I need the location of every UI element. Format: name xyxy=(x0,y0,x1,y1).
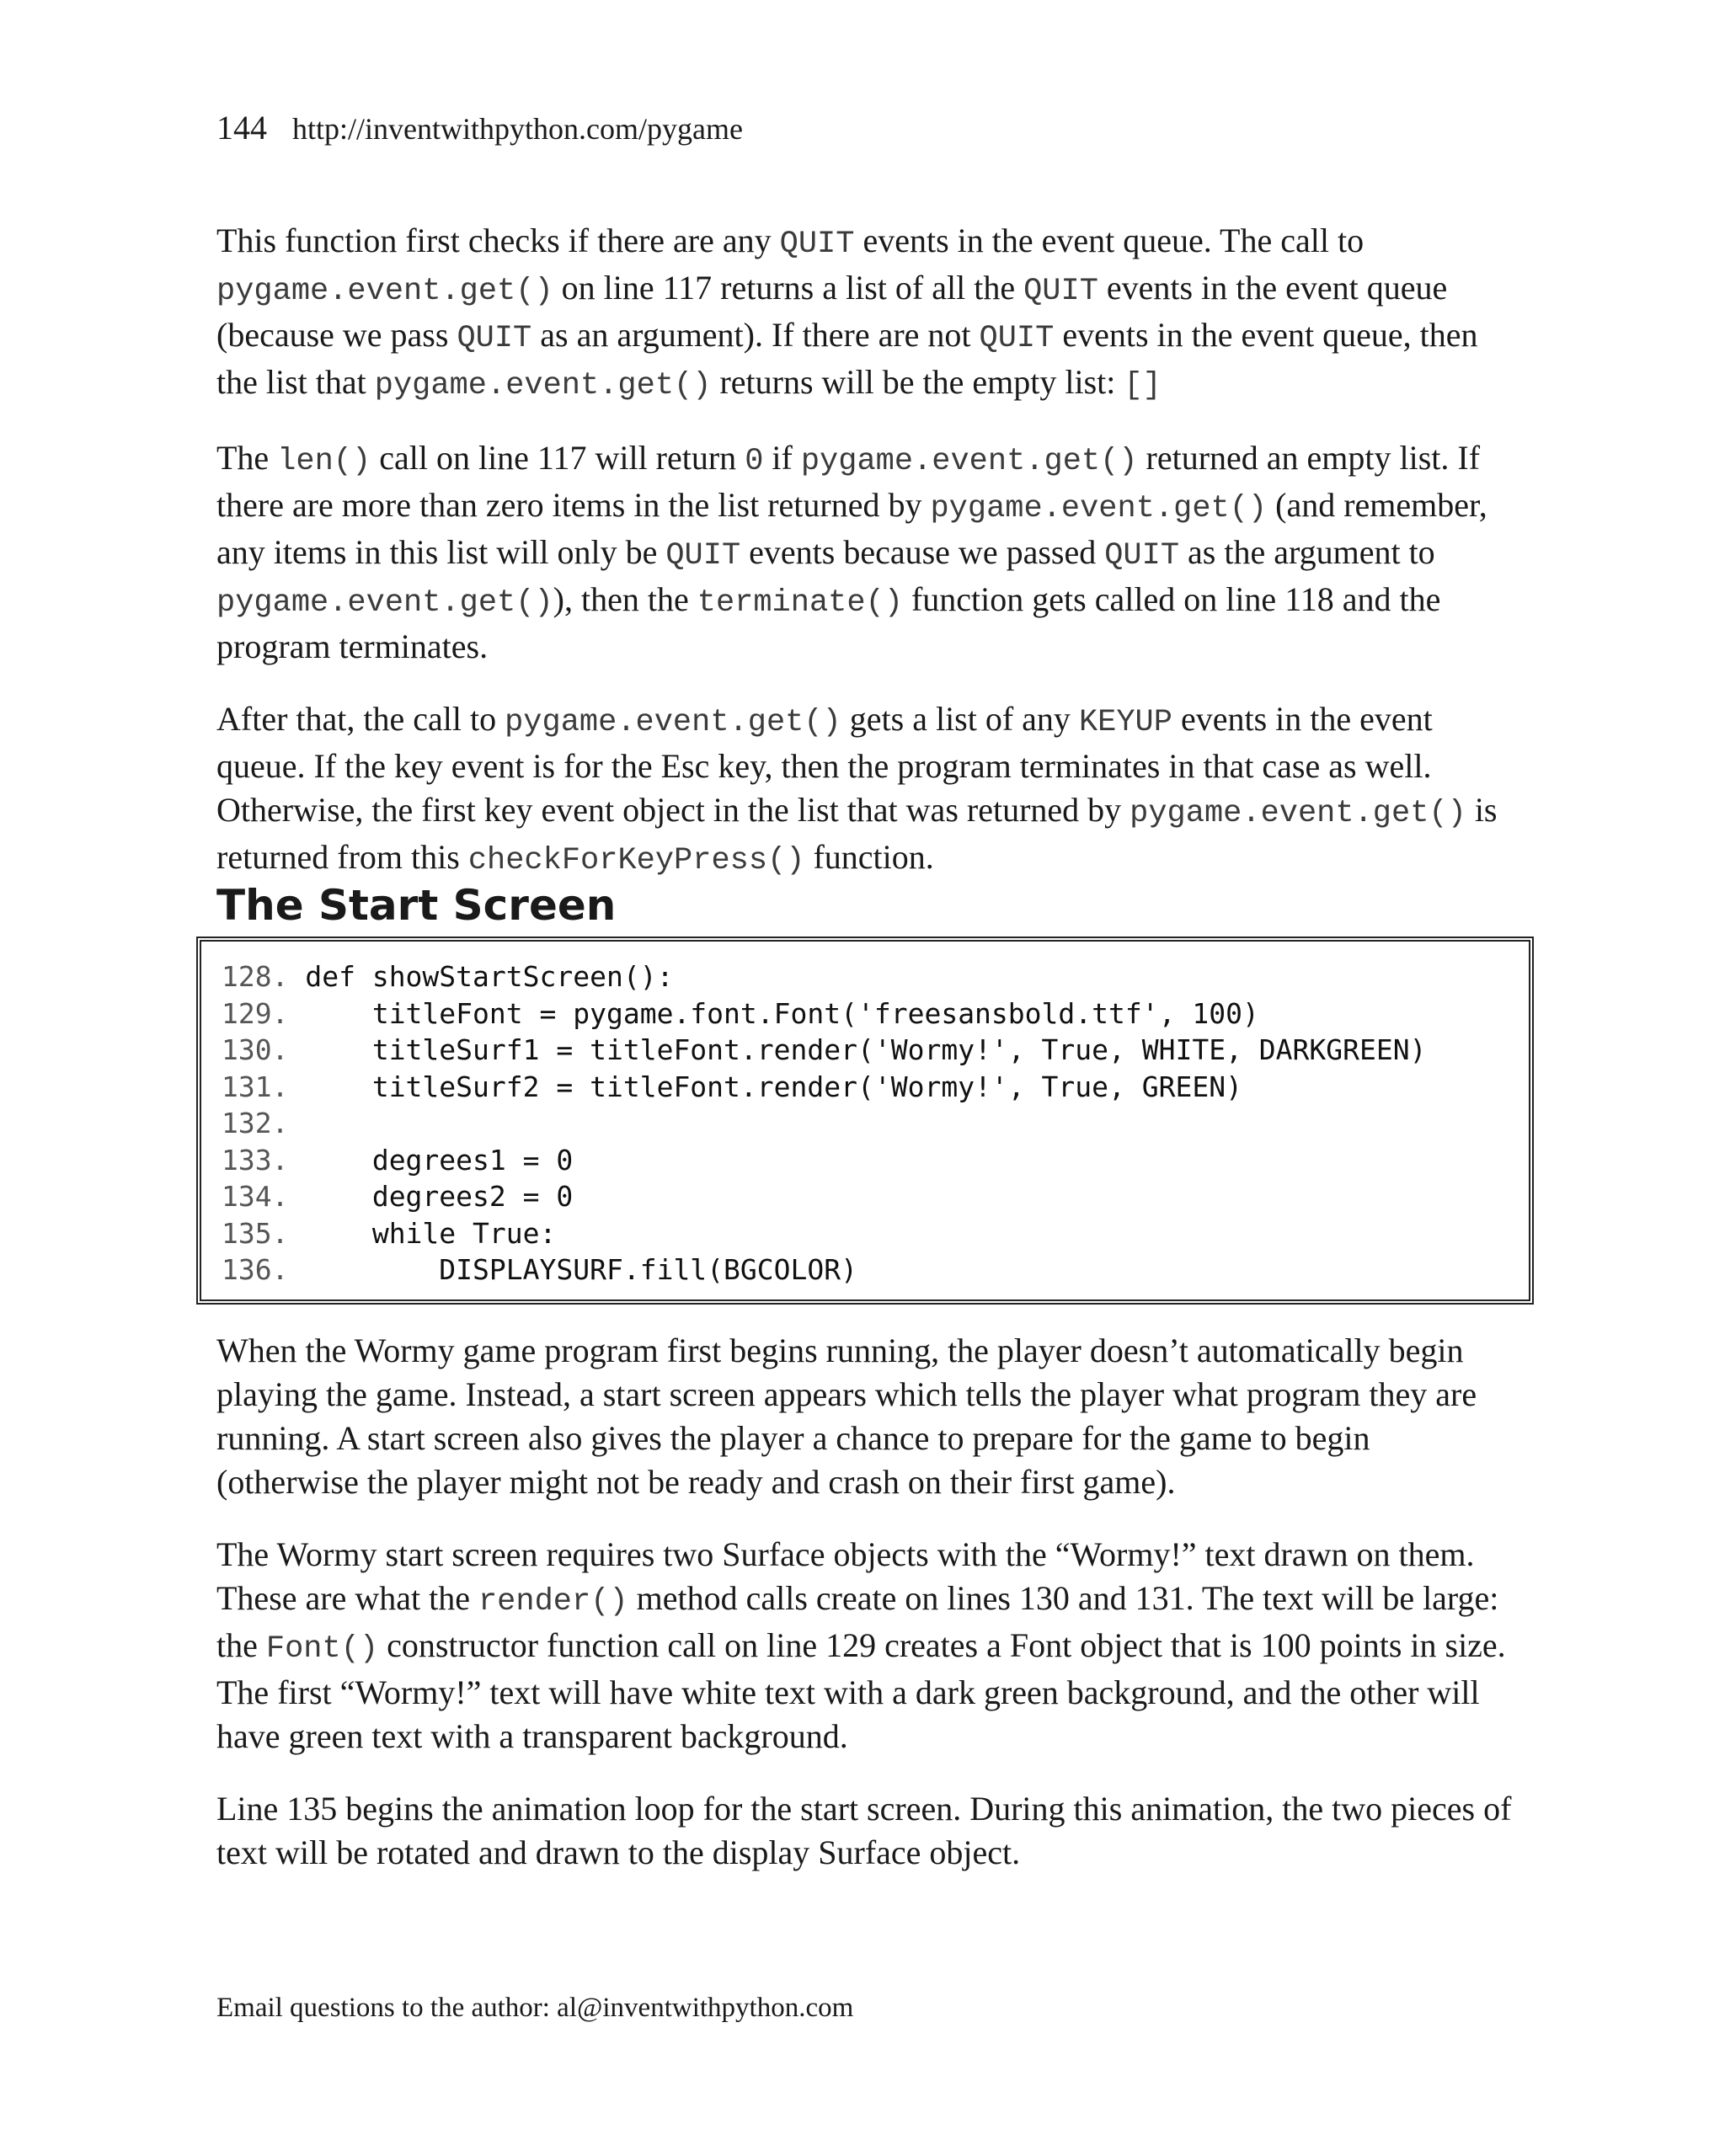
text-run: The Wormy start screen requires two Surface objects with the “Wormy!” text drawn on them. These are what the xyxy=(216,1535,1475,1617)
inline-code: pygame.event.get() xyxy=(800,444,1138,479)
text-run: if xyxy=(763,439,801,477)
inline-code: pygame.event.get() xyxy=(930,491,1268,526)
line-number: 135. xyxy=(222,1216,289,1250)
text-run: events in the event queue. If the key event is for the Esc key, then the program terminates in that case as well. Otherwise, the first key event object in the list that was returned by xyxy=(216,700,1433,829)
code-line xyxy=(222,995,1529,1033)
paragraph xyxy=(216,1533,1514,1758)
code-text: titleSurf1 = titleFont.render('Wormy!', True, WHITE, DARKGREEN) xyxy=(288,1033,1427,1066)
paragraph xyxy=(216,697,1514,883)
line-number: 133. xyxy=(222,1143,289,1177)
line-number: 131. xyxy=(222,1070,289,1103)
text-run: gets a list of any xyxy=(841,700,1079,738)
code-text: DISPLAYSURF.fill(BGCOLOR) xyxy=(288,1253,857,1286)
code-text: while True: xyxy=(288,1216,557,1250)
inline-code: 0 xyxy=(745,444,764,479)
paragraph xyxy=(216,436,1514,669)
inline-code: pygame.event.get() xyxy=(1130,796,1466,831)
text-run: as an argument). If there are not xyxy=(531,316,980,354)
paragraph xyxy=(216,219,1514,408)
paragraph xyxy=(216,1787,1514,1875)
text-run: is returned from this xyxy=(216,791,1498,876)
code-line xyxy=(222,1178,1529,1215)
inline-code: QUIT xyxy=(665,538,741,574)
inline-code: pygame.event.get() xyxy=(505,705,841,740)
body-text-bottom xyxy=(216,1329,1514,1875)
inline-code: QUIT xyxy=(979,321,1055,356)
page-footer: Email questions to the author: al@inventwithpython.com xyxy=(216,1993,854,2023)
text-run: events because we passed xyxy=(740,533,1105,571)
page-number: 144 xyxy=(216,109,267,147)
text-run: on line 117 returns a list of all the xyxy=(553,269,1024,307)
text-run: After that, the call to xyxy=(216,700,505,738)
inline-code: Font() xyxy=(265,1631,379,1667)
code-line xyxy=(222,1142,1529,1179)
inline-code: len() xyxy=(277,444,371,479)
text-run: (and remember, any items in this list will only be xyxy=(216,486,1487,571)
code-line xyxy=(222,958,1529,995)
inline-code: QUIT xyxy=(1023,274,1098,309)
code-listing xyxy=(196,937,1534,1305)
text-run: ), then the xyxy=(553,580,697,618)
inline-code: checkForKeyPress() xyxy=(467,843,805,878)
text-run: as the argument to xyxy=(1179,533,1435,571)
inline-code: pygame.event.get() xyxy=(216,274,553,309)
text-run: The xyxy=(216,439,278,477)
code-line xyxy=(222,1069,1529,1106)
paragraph xyxy=(216,1329,1514,1504)
text-run: method calls create on lines 130 and 131. The text will be large: the xyxy=(216,1579,1499,1664)
text-run: events in the event queue (because we pass xyxy=(216,269,1448,354)
code-line xyxy=(222,1251,1529,1289)
page-header xyxy=(216,108,743,149)
text-run: events in the event queue. The call to xyxy=(854,221,1365,259)
line-number: 130. xyxy=(222,1033,289,1066)
section-heading: The Start Screen xyxy=(216,881,617,930)
code-text: def showStartScreen(): xyxy=(288,960,674,993)
line-number: 132. xyxy=(222,1107,289,1139)
line-number: 128. xyxy=(222,960,289,993)
inline-code: pygame.event.get() xyxy=(216,585,553,621)
text-run: returns will be the empty list: xyxy=(711,363,1124,401)
text-run: events in the event queue, then the list that xyxy=(216,316,1478,401)
text-run: This function first checks if there are any xyxy=(216,221,780,259)
text-run: Line 135 begins the animation loop for the start screen. During this animation, the two pieces of text will be rotated and drawn to the display Surface object. xyxy=(216,1790,1512,1871)
text-run: returned an empty list. If there are more than zero items in the list returned by xyxy=(216,439,1481,524)
text-run: function gets called on line 118 and the program terminates. xyxy=(216,580,1441,665)
inline-code: pygame.event.get() xyxy=(374,368,712,403)
header-url[interactable]: http://inventwithpython.com/pygame xyxy=(292,112,743,146)
code-text: degrees1 = 0 xyxy=(288,1143,574,1177)
inline-code: [] xyxy=(1124,368,1162,403)
inline-code: QUIT xyxy=(1104,538,1180,574)
code-line xyxy=(222,1032,1529,1069)
inline-code: terminate() xyxy=(697,585,903,621)
line-number: 134. xyxy=(222,1180,289,1213)
inline-code: QUIT xyxy=(457,321,532,356)
code-text: degrees2 = 0 xyxy=(288,1180,574,1213)
code-text: titleSurf2 = titleFont.render('Wormy!', True, GREEN) xyxy=(288,1070,1242,1103)
body-text-top xyxy=(216,219,1514,883)
inline-code: QUIT xyxy=(779,227,855,262)
line-number: 129. xyxy=(222,996,289,1030)
inline-code: render() xyxy=(478,1584,628,1620)
code-line xyxy=(222,1105,1529,1142)
code-line xyxy=(222,1215,1529,1252)
text-run: constructor function call on line 129 creates a Font object that is 100 points in size. The first “Wormy!” text will have white text with a dark green background, and the other will have green text with a transparent background. xyxy=(216,1626,1506,1755)
text-run: call on line 117 will return xyxy=(371,439,745,477)
line-number: 136. xyxy=(222,1253,289,1286)
code-text: titleFont = pygame.font.Font('freesansbold.ttf', 100) xyxy=(288,996,1259,1030)
inline-code: KEYUP xyxy=(1078,705,1172,740)
text-run: function. xyxy=(804,838,934,876)
text-run: When the Wormy game program first begins running, the player doesn’t automatically begin playing the game. Instead, a start screen appears which tells the player what program they are running. A start screen also gives the player a chance to prepare for the game to begin (otherwise the player might not be ready and crash on their first game). xyxy=(216,1331,1477,1501)
